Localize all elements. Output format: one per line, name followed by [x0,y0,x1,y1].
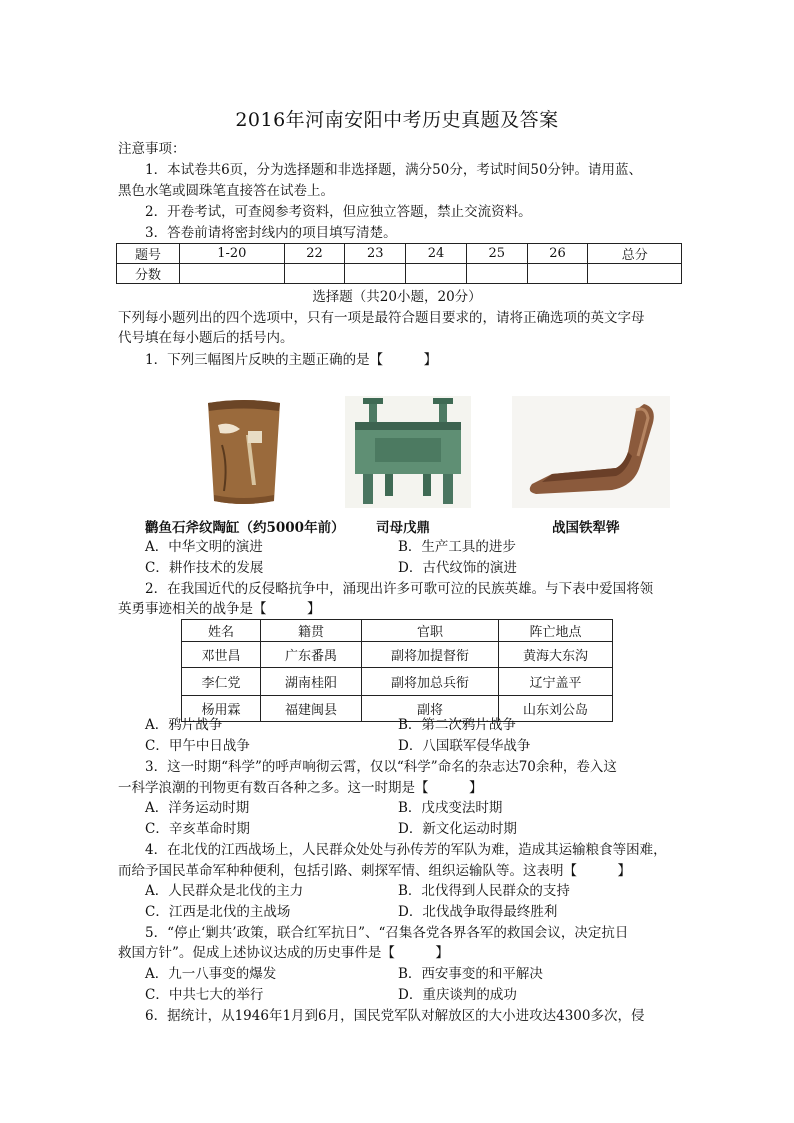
score-blank-cell [588,264,682,284]
caption-ding: 司母戊鼎 [376,520,430,536]
generals-header-cell: 官职 [362,620,499,642]
generals-cell: 副将加提督衔 [362,642,499,668]
iron-plowshare-image [512,396,670,508]
generals-cell: 湖南桂阳 [261,668,362,696]
section-heading: 选择题（共20小题，20分） [312,289,482,305]
score-header-cell: 题号 [117,244,180,264]
q1-option-c: C．耕作技术的发展 [145,560,264,576]
score-header-cell: 1-20 [180,244,285,264]
table-row [182,642,613,668]
q3-option-c: C．辛亥革命时期 [145,821,250,837]
q4-option-c: C．江西是北伐的主战场 [145,904,291,920]
score-blank-cell [284,264,345,284]
table-row [182,668,613,696]
notice-item-1a: 1．本试卷共6页，分为选择题和非选择题，满分50分，考试时间50分钟。请用蓝、 [145,162,643,178]
caption-pottery: 鹳鱼石斧纹陶缸（约5000年前） [145,520,345,536]
generals-cell: 副将 [362,696,499,722]
q4-stem-b: 而给予国民革命军种种便利，包括引路、刺探军情、组织运输队等。这表明【 】 [118,863,631,879]
generals-cell: 福建闽县 [261,696,362,722]
page-title: 2016年河南安阳中考历史真题及答案 [235,109,559,131]
score-blank-cell [180,264,285,284]
generals-cell: 李仁党 [182,668,261,696]
q1-option-a: A．中华文明的演进 [145,539,263,555]
score-header-cell: 22 [284,244,345,264]
generals-cell: 辽宁盖平 [499,668,613,696]
score-blank-cell [466,264,527,284]
q2-option-c: C．甲午中日战争 [145,738,250,754]
generals-cell: 副将加总兵衔 [362,668,499,696]
generals-header-cell: 阵亡地点 [499,620,613,642]
generals-header-cell: 姓名 [182,620,261,642]
score-header-cell: 总分 [588,244,682,264]
score-header-cell: 25 [466,244,527,264]
q4-option-b: B．北伐得到人民群众的支持 [398,883,570,899]
q5-stem-a: 5．“停止‘剿共’政策，联合红军抗日”、“召集各党各界各军的救国会议，决定抗日 [145,925,629,941]
q5-stem-b: 救国方针”。促成上述协议达成的历史事件是【 】 [118,945,449,961]
q3-option-b: B．戊戌变法时期 [398,800,503,816]
generals-cell: 杨用霖 [182,696,261,722]
q1-option-d: D．古代纹饰的演进 [398,560,517,576]
q5-option-b: B．西安事变的和平解决 [398,966,543,982]
notice-heading: 注意事项： [118,141,186,157]
q2-option-b: B．第二次鸦片战争 [398,717,516,733]
table-row [182,696,613,722]
section-intro-a: 下列每小题列出的四个选项中，只有一项是最符合题目要求的，请将正确选项的英文字母 [118,310,645,326]
score-blank-cell [406,264,467,284]
generals-cell: 黄海大东沟 [499,642,613,668]
generals-cell: 山东刘公岛 [499,696,613,722]
q4-option-d: D．北伐战争取得最终胜利 [398,904,558,920]
notice-item-1b: 黑色水笔或圆珠笔直接答在试卷上。 [118,183,334,199]
simuwu-ding-image [345,396,471,508]
q5-option-d: D．重庆谈判的成功 [398,987,517,1003]
pottery-jar-image [204,395,284,509]
q2-stem-a: 2．在我国近代的反侵略抗争中，涌现出许多可歌可泣的民族英雄。与下表中爱国将领 [145,581,654,597]
q1-stem: 1．下列三幅图片反映的主题正确的是【 】 [145,352,438,368]
notice-item-3: 3．答卷前请将密封线内的项目填写清楚。 [145,225,397,241]
score-label-cell: 分数 [117,264,180,284]
q3-option-d: D．新文化运动时期 [398,821,517,837]
score-header-cell: 26 [527,244,588,264]
score-header-cell: 24 [406,244,467,264]
notice-item-2: 2．开卷考试，可查阅参考资料，但应独立答题，禁止交流资料。 [145,204,532,220]
generals-cell: 邓世昌 [182,642,261,668]
q3-option-a: A．洋务运动时期 [145,800,250,816]
q4-option-a: A．人民群众是北伐的主力 [145,883,304,899]
q2-option-d: D．八国联军侵华战争 [398,738,531,754]
score-header-cell: 23 [345,244,406,264]
generals-header-cell: 籍贯 [261,620,362,642]
q3-stem-b: 一科学浪潮的刊物更有数百各种之多。这一时期是【 】 [118,780,483,796]
generals-cell: 广东番禺 [261,642,362,668]
q2-option-a: A．鸦片战争 [145,717,223,733]
q5-option-a: A．九一八事变的爆发 [145,966,277,982]
q1-option-b: B．生产工具的进步 [398,539,516,555]
q2-stem-b: 英勇事迹相关的战争是【 】 [118,601,321,617]
q5-option-c: C．中共七大的举行 [145,987,264,1003]
score-blank-cell [527,264,588,284]
score-table [116,243,682,284]
caption-plowshare: 战国铁犁铧 [552,520,620,536]
generals-table [181,619,613,722]
q6-stem-a: 6．据统计，从1946年1月到6月，国民党军队对解放区的大小进攻达4300多次，侵 [145,1008,645,1024]
q4-stem-a: 4．在北伐的江西战场上，人民群众处处与孙传芳的军队为难，造成其运输粮食等困难， [145,842,667,858]
section-intro-b: 代号填在每小题后的括号内。 [118,330,294,346]
score-blank-cell [345,264,406,284]
q3-stem-a: 3．这一时期“科学”的呼声响彻云霄，仅以“科学”命名的杂志达70余种，卷入这 [145,759,617,775]
